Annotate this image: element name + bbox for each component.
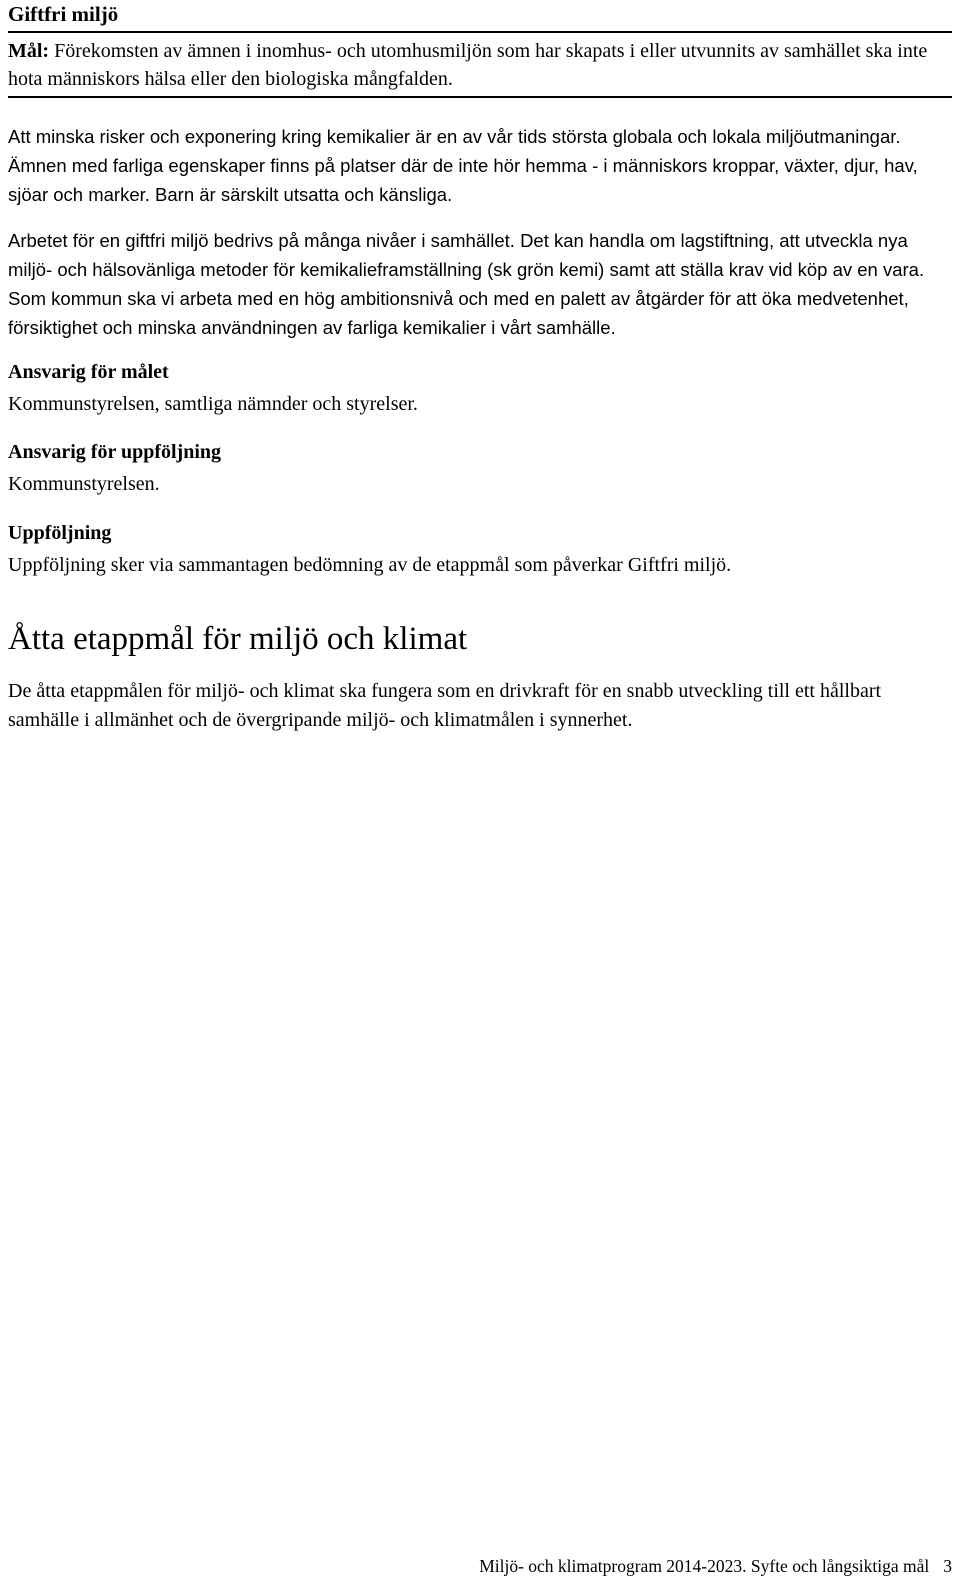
goal-text: Förekomsten av ämnen i inomhus- och utomhusmiljön som har skapats i eller utvunnits av samhället ska inte hota människors hälsa eller den biologiska mångfalden.: [8, 40, 928, 90]
responsible-goal-heading: Ansvarig för målet: [8, 361, 169, 383]
page-footer: [479, 1554, 952, 1578]
milestones-intro: De åtta etappmålen för miljö- och klimat ska fungera som en drivkraft för en snabb utveckling till ett hållbart samhälle i allmänhet och de övergripande miljö- och klimatmålen i synnerhet.: [8, 680, 882, 731]
document-page: [8, 0, 952, 735]
milestones-heading: Åtta etappmål för miljö och klimat: [8, 621, 468, 657]
goal-statement: [8, 33, 952, 98]
paragraph-work: Arbetet för en giftfri miljö bedrivs på många nivåer i samhället. Det kan handla om lagstiftning, att utveckla nya miljö- och hälsovänliga metoder för kemikalieframställning (sk grön kemi) samt att ställa krav vid köp av en vara. Som kommun ska vi arbeta med en hög ambitionsnivå och med en palett av åtgärder för att öka medvetenhet, försiktighet och minska användningen av farliga kemikalier i vårt samhälle.: [8, 230, 925, 338]
page-number: 3: [943, 1556, 952, 1576]
section-title: Giftfri miljö: [8, 0, 952, 33]
followup-heading: Uppföljning: [8, 522, 112, 544]
followup-text: Uppföljning sker via sammantagen bedömning av de etappmål som påverkar Giftfri miljö.: [8, 554, 732, 576]
goal-label: Mål:: [8, 40, 50, 62]
paragraph-risks: Att minska risker och exponering kring kemikalier är en av vår tids största globala och lokala miljöutmaningar. Ämnen med farliga egenskaper finns på platser där de inte hör hemma - i människors kroppar, växter, djur, hav, sjöar och marker. Barn är särskilt utsatta och känsliga.: [8, 126, 918, 205]
responsible-goal-text: Kommunstyrelsen, samtliga nämnder och styrelser.: [8, 393, 418, 415]
responsible-followup-heading: Ansvarig för uppföljning: [8, 441, 222, 463]
footer-title: Miljö- och klimatprogram 2014-2023. Syfte och långsiktiga mål: [479, 1556, 930, 1576]
responsible-followup-text: Kommunstyrelsen.: [8, 473, 160, 495]
